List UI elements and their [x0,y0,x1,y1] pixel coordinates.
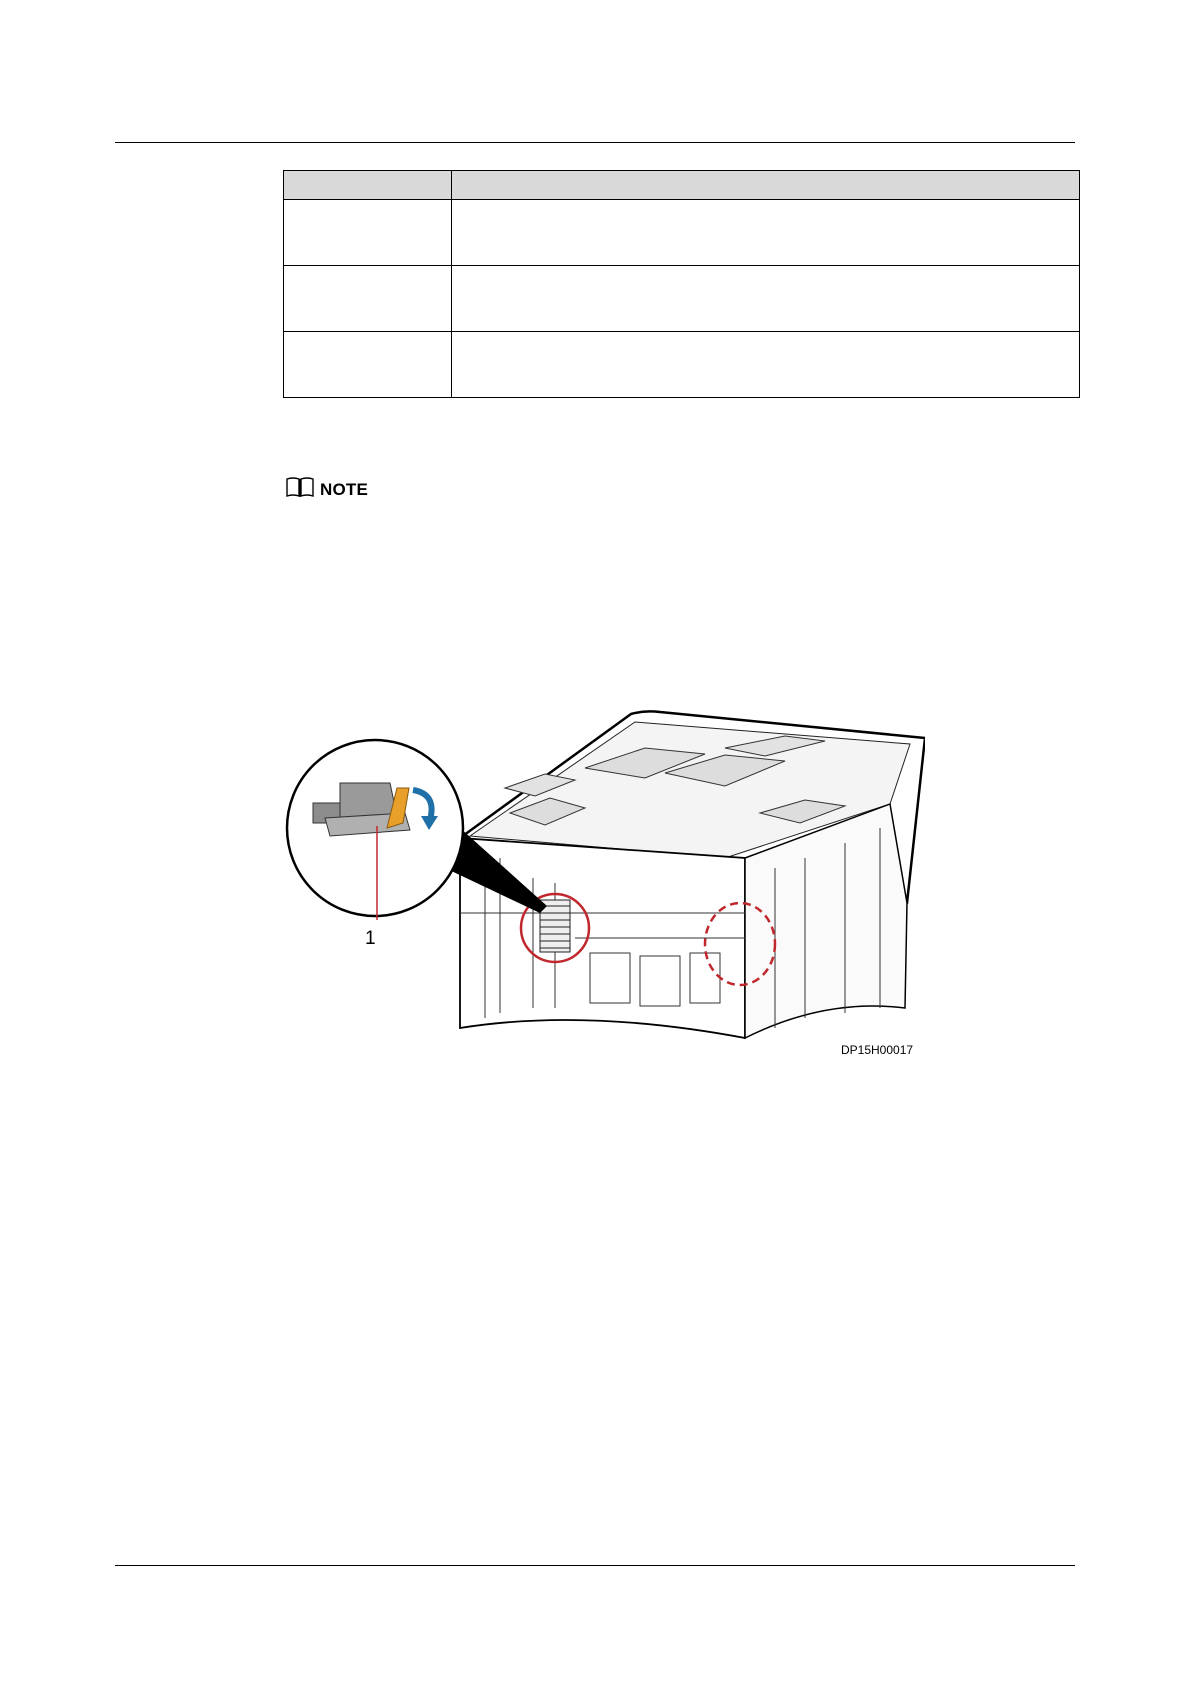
table-cell [452,266,1080,332]
table-row [284,200,1080,266]
table-header-row [284,171,1080,200]
installation-figure [285,708,925,1073]
table-row [284,332,1080,398]
table-cell [284,200,452,266]
table-cell [284,266,452,332]
cabinet-illustration [285,708,925,1068]
header-rule [115,142,1075,143]
note-label: NOTE [320,479,369,499]
table-cell [452,332,1080,398]
note-heading [285,476,368,503]
table-header-cell [452,171,1080,200]
book-icon [285,476,315,503]
callout-number: 1 [365,928,376,949]
footer-rule [115,1565,1075,1566]
table-row [284,266,1080,332]
table-header-cell [284,171,452,200]
table-cell [452,200,1080,266]
parameter-table [283,170,1080,398]
figure-code: DP15H00017 [841,1043,914,1057]
table-cell [284,332,452,398]
